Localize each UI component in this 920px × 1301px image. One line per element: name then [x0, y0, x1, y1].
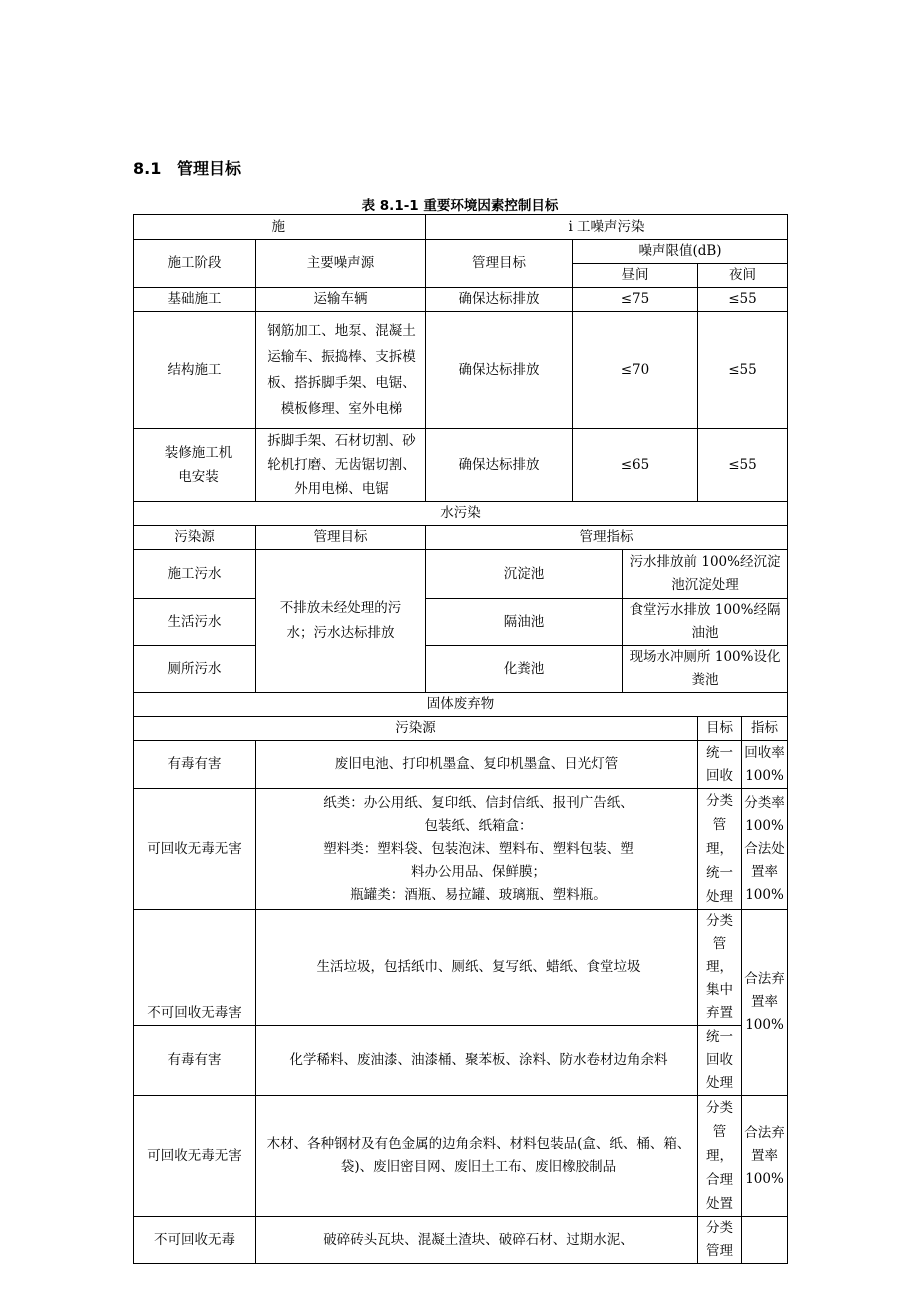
noise-stage: 基础施工: [134, 288, 256, 312]
noise-target: 确保达标排放: [426, 429, 573, 502]
table-row: [134, 429, 788, 502]
solid-header-source: 污染源: [134, 717, 698, 741]
environment-control-table: [133, 214, 788, 1264]
solid-category: 可回收无毒无害: [134, 1096, 256, 1217]
table-row: [134, 599, 788, 646]
header-noise-limit: 噪声限值(dB): [573, 240, 788, 264]
water-source: 生活污水: [134, 599, 256, 646]
noise-stage: 装修施工机电安装: [134, 429, 256, 502]
solid-category: 可回收无毒无害: [134, 789, 256, 910]
solid-target: 分类管理，集中弃置: [698, 910, 742, 1026]
water-header-indicator: 管理指标: [426, 526, 788, 550]
water-target: 不排放未经处理的污水；污水达标排放: [256, 550, 426, 693]
header-day: 昼间: [573, 264, 698, 288]
solid-indicator: 合法弃置率 100%: [742, 1096, 788, 1217]
section-heading: [133, 156, 241, 179]
solid-category: 不可回收无毒害: [134, 910, 256, 1026]
table-row: [134, 1026, 788, 1096]
solid-indicator: [742, 1217, 788, 1264]
solid-target: 统一回收处理: [698, 1026, 742, 1096]
noise-target: 确保达标排放: [426, 312, 573, 429]
table-row: [134, 1096, 788, 1217]
solid-category: 有毒有害: [134, 1026, 256, 1096]
solid-items: 木材、各种钢材及有色金属的边角余料、材料包装品(盒、纸、桶、箱、袋)、废旧密目网、废旧土工布、废旧橡胶制品: [256, 1096, 698, 1217]
water-source: 施工污水: [134, 550, 256, 599]
water-indicator: 现场水冲厕所 100%设化粪池: [623, 646, 788, 693]
table-caption: 表 8.1-1 重要环境因素控制目标: [361, 198, 559, 214]
noise-day: ≤65: [573, 429, 698, 502]
solid-target: 分类管理，统一处理: [698, 789, 742, 910]
noise-header-row: [134, 240, 788, 264]
solid-indicator: 回收率100%: [742, 741, 788, 789]
solid-category: 有毒有害: [134, 741, 256, 789]
water-title: 水污染: [134, 502, 788, 526]
noise-title-left: 施: [134, 215, 426, 240]
solid-items: 废旧电池、打印机墨盒、复印机墨盒、日光灯管: [256, 741, 698, 789]
table-row: [134, 312, 788, 429]
table-row: [134, 1217, 788, 1264]
noise-source: 拆脚手架、石材切割、砂轮机打磨、无齿锯切割、外用电梯、电锯: [256, 429, 426, 502]
solid-items-line: 瓶罐类：酒瓶、易拉罐、玻璃瓶、塑料瓶。: [350, 886, 607, 903]
header-target: 管理目标: [426, 240, 573, 288]
table-row: [134, 789, 788, 910]
noise-night: ≤55: [698, 288, 788, 312]
table-row: [134, 288, 788, 312]
solid-items-line: 包装纸、纸箱盒：: [424, 817, 533, 834]
water-header-row: [134, 526, 788, 550]
header-night: 夜间: [698, 264, 788, 288]
water-facility: 隔油池: [426, 599, 623, 646]
header-stage: 施工阶段: [134, 240, 256, 288]
solid-header-target: 目标: [698, 717, 742, 741]
noise-target: 确保达标排放: [426, 288, 573, 312]
solid-items: 生活垃圾，包括纸巾、厕纸、复写纸、蜡纸、食堂垃圾: [256, 910, 698, 1026]
noise-night: ≤55: [698, 312, 788, 429]
noise-title-row: [134, 215, 788, 240]
solid-target: 分类管理: [698, 1217, 742, 1264]
noise-day: ≤75: [573, 288, 698, 312]
solid-title: 固体废弃物: [134, 693, 788, 717]
water-source: 厕所污水: [134, 646, 256, 693]
solid-items: 化学稀料、废油漆、油漆桶、聚苯板、涂料、防水卷材边角余料: [256, 1026, 698, 1096]
water-title-row: [134, 502, 788, 526]
water-header-target: 管理目标: [256, 526, 426, 550]
table-row: [134, 646, 788, 693]
water-indicator: 污水排放前 100%经沉淀池沉淀处理: [623, 550, 788, 599]
solid-header-indicator: 指标: [742, 717, 788, 741]
solid-header-row: [134, 717, 788, 741]
solid-indicator: 合法弃置率 100%: [742, 910, 788, 1096]
noise-source: 钢筋加工、地泵、混凝土运输车、振捣棒、支拆模板、搭拆脚手架、电锯、模板修理、室外电梯: [256, 312, 426, 429]
water-facility: 化粪池: [426, 646, 623, 693]
noise-night: ≤55: [698, 429, 788, 502]
solid-items-line: 料办公用品、保鲜膜；: [411, 863, 546, 880]
noise-title-right: i 工噪声污染: [426, 215, 788, 240]
noise-stage: 结构施工: [134, 312, 256, 429]
solid-items-line: 纸类：办公用纸、复印纸、信封信纸、报刊广告纸、: [323, 794, 634, 811]
section-number: 8.1: [133, 159, 162, 178]
water-indicator: 食堂污水排放 100%经隔油池: [623, 599, 788, 646]
table-row: [134, 741, 788, 789]
solid-indicator: 分类率100%合法处置率100%: [742, 789, 788, 910]
noise-source: 运输车辆: [256, 288, 426, 312]
solid-target: 统一回收: [698, 741, 742, 789]
solid-items-line: 塑料类：塑料袋、包装泡沫、塑料布、塑料包装、塑: [323, 840, 634, 857]
solid-items: [256, 789, 698, 910]
table-row: [134, 550, 788, 599]
solid-target: 分类管理，合理处置: [698, 1096, 742, 1217]
solid-items: 破碎砖头瓦块、混凝土渣块、破碎石材、过期水泥、: [256, 1217, 698, 1264]
water-header-source: 污染源: [134, 526, 256, 550]
noise-day: ≤70: [573, 312, 698, 429]
section-title: 管理目标: [177, 159, 242, 178]
header-noise-source: 主要噪声源: [256, 240, 426, 288]
table-row: [134, 910, 788, 1026]
water-facility: 沉淀池: [426, 550, 623, 599]
solid-category: 不可回收无毒: [134, 1217, 256, 1264]
solid-title-row: [134, 693, 788, 717]
